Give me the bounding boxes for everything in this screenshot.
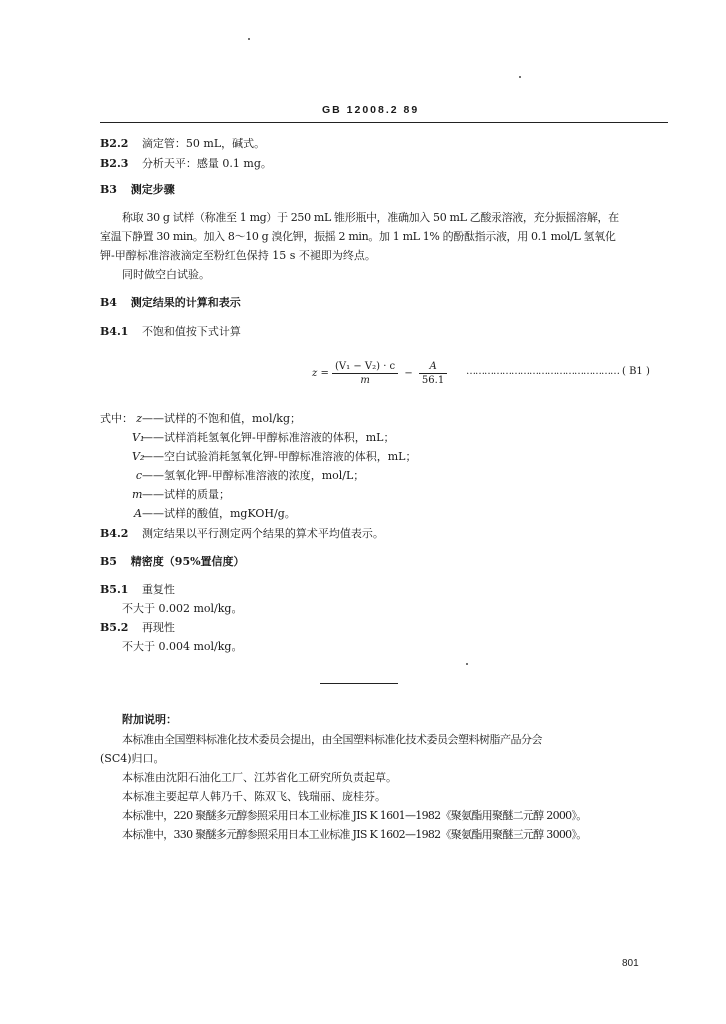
procedure-line: 同时做空白试验。 xyxy=(122,268,210,281)
where-item xyxy=(132,450,416,464)
formula-fraction-2 xyxy=(419,360,447,387)
clause-text: 不饱和值按下式计算 xyxy=(141,325,241,338)
section-label: B3 xyxy=(100,183,117,196)
where-symbol: c xyxy=(135,469,142,482)
note-line: 本标准中，220 聚醚多元醇参照采用日本工业标准 JIS K 1601—1982《聚氨酯用聚醚二元醇 2000》。 xyxy=(122,809,587,822)
additional-notes-title: 附加说明： xyxy=(122,713,177,726)
clause-title: 重复性 xyxy=(141,583,175,596)
section-title: 测定步骤 xyxy=(130,183,175,196)
where-item xyxy=(132,507,296,521)
formula-b1 xyxy=(312,360,447,387)
where-symbol: A xyxy=(134,507,142,520)
where-description: ——氢氧化钾-甲醇标准溶液的浓度，mol/L； xyxy=(142,469,365,482)
where-description: ——试样的不饱和值，mol/kg； xyxy=(142,412,301,425)
where-intro: 式中： xyxy=(100,412,133,425)
formula-lhs: z = xyxy=(312,368,329,379)
clause-text: 分析天平：感量 0.1 mg。 xyxy=(141,157,272,170)
clause-label: B5.1 xyxy=(100,583,129,596)
note-line: 本标准中，330 聚醚多元醇参照采用日本工业标准 JIS K 1602—1982《聚氨酯用聚醚三元醇 3000》。 xyxy=(122,828,587,841)
formula-numerator: (V₁ − V₂) · c xyxy=(335,361,396,372)
clause-text: 不大于 0.004 mol/kg。 xyxy=(122,640,243,653)
section-label: B4 xyxy=(100,296,117,309)
clause-text: 测定结果以平行测定两个结果的算术平均值表示。 xyxy=(141,527,384,540)
note-line: 本标准由全国塑料标准化技术委员会提出，由全国塑料标准化技术委员会塑料树脂产品分会 xyxy=(122,733,542,746)
section-heading-b5 xyxy=(100,555,245,569)
formula-leader-dots: …………………………………………… xyxy=(466,366,619,377)
page-number: 801 xyxy=(622,958,639,969)
where-description: ——试样消耗氢氧化钾-甲醇标准溶液的体积，mL； xyxy=(142,431,395,444)
section-title: 测定结果的计算和表示 xyxy=(130,296,241,309)
clause-label: B4.1 xyxy=(100,325,129,338)
clause-b5-2 xyxy=(100,621,175,635)
where-item xyxy=(132,469,364,483)
where-item xyxy=(132,431,394,445)
where-description: ——试样的酸值，mgKOH/g。 xyxy=(142,507,296,520)
note-line: 本标准主要起草人韩乃千、陈双飞、钱瑞丽、庞桂芬。 xyxy=(122,790,386,803)
clause-text: 不大于 0.002 mol/kg。 xyxy=(122,602,243,615)
clause-text: 滴定管：50 mL，碱式。 xyxy=(141,137,266,150)
where-item xyxy=(132,412,301,426)
standard-number-header: GB 12008.2 89 xyxy=(322,104,420,116)
speck-mark xyxy=(466,663,468,665)
procedure-line: 室温下静置 30 min。加入 8～10 g 溴化钾，振摇 2 min。加 1 mL 1% 的酚酞指示液，用 0.1 mol/L 氢氧化 xyxy=(100,230,616,243)
procedure-line: 钾-甲醇标准溶液滴定至粉红色保持 15 s 不褪即为终点。 xyxy=(100,249,376,262)
header-rule xyxy=(100,122,668,123)
end-rule xyxy=(320,683,398,684)
clause-label: B4.2 xyxy=(100,527,129,540)
formula-tag: ( B1 ) xyxy=(622,366,650,377)
clause-label: B5.2 xyxy=(100,621,129,634)
note-line: (SC4)归口。 xyxy=(100,752,165,765)
speck-mark xyxy=(519,76,521,78)
clause-b4-1 xyxy=(100,325,241,339)
where-description: ——空白试验消耗氢氧化钾-甲醇标准溶液的体积，mL； xyxy=(142,450,417,463)
where-symbol: m xyxy=(132,488,143,501)
formula-minus: − xyxy=(404,368,413,379)
speck-mark xyxy=(248,38,250,40)
where-symbol: V₂ xyxy=(132,450,145,463)
formula-denominator: 56.1 xyxy=(419,373,447,387)
where-item xyxy=(132,488,230,502)
formula-denominator: m xyxy=(332,373,398,387)
where-symbol: z xyxy=(136,412,142,425)
section-title: 精密度（95%置信度） xyxy=(130,555,245,568)
procedure-line: 称取 30 g 试样（称准至 1 mg）于 250 mL 锥形瓶中，准确加入 50 mL 乙酸汞溶液，充分振摇溶解，在 xyxy=(122,211,619,224)
clause-label: B2.2 xyxy=(100,137,129,150)
formula-fraction-1 xyxy=(332,360,398,387)
where-description: ——试样的质量； xyxy=(142,488,230,501)
clause-b5-1 xyxy=(100,583,175,597)
note-line: 本标准由沈阳石油化工厂、江苏省化工研究所负责起草。 xyxy=(122,771,397,784)
clause-b2-3 xyxy=(100,157,272,171)
clause-title: 再现性 xyxy=(141,621,175,634)
clause-label: B2.3 xyxy=(100,157,129,170)
formula-numerator: A xyxy=(429,361,437,372)
clause-b4-2 xyxy=(100,527,384,541)
section-heading-b4 xyxy=(100,296,241,310)
where-symbol: V₁ xyxy=(132,431,145,444)
clause-b2-2 xyxy=(100,137,265,151)
section-label: B5 xyxy=(100,555,117,568)
section-heading-b3 xyxy=(100,183,175,197)
